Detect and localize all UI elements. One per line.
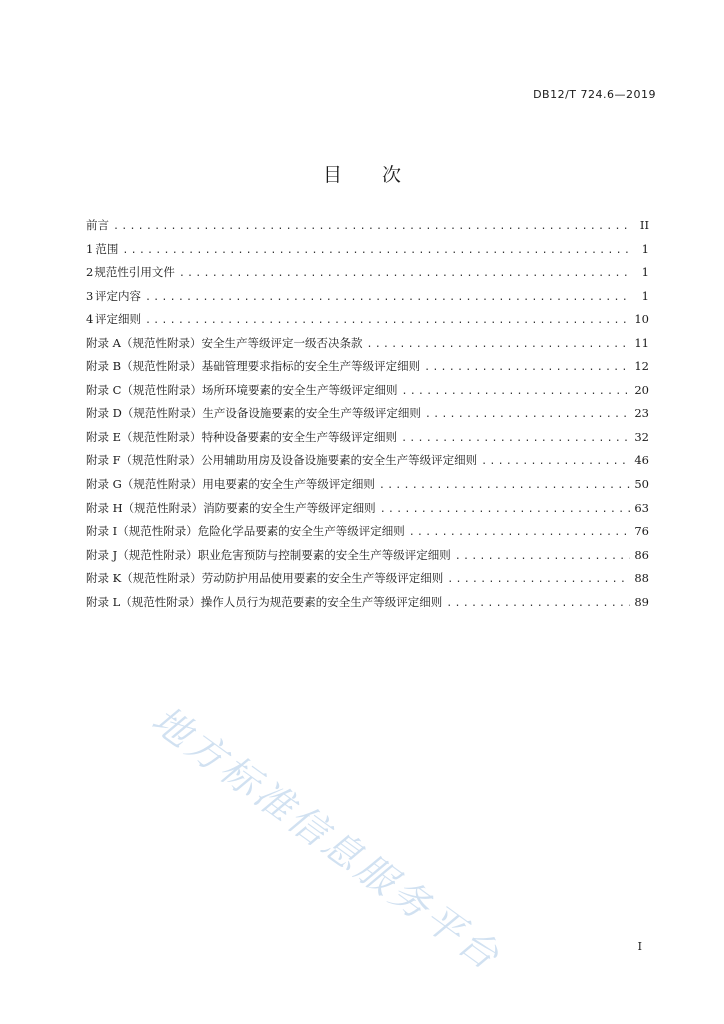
toc-entry-number: 2 bbox=[86, 265, 94, 280]
toc-dot-leader bbox=[366, 339, 630, 350]
toc-entry-page: 89 bbox=[634, 594, 649, 609]
page-number: I bbox=[637, 940, 642, 953]
toc-dot-leader bbox=[379, 480, 631, 491]
toc-dot-leader bbox=[179, 268, 631, 279]
toc-entry[interactable] bbox=[86, 335, 649, 359]
toc-entry[interactable] bbox=[86, 264, 649, 288]
toc-dot-leader bbox=[113, 221, 631, 232]
toc-entry[interactable] bbox=[86, 594, 649, 618]
toc-entry-page: 86 bbox=[634, 547, 649, 562]
toc-dot-leader bbox=[425, 409, 630, 420]
toc-entry-number: 1 bbox=[86, 241, 94, 256]
toc-entry-title: 评定内容 bbox=[94, 288, 141, 303]
toc-entry-page: 1 bbox=[641, 241, 649, 256]
toc-entry[interactable] bbox=[86, 358, 649, 382]
toc-entry[interactable] bbox=[86, 500, 649, 524]
toc-entry-title: 公用辅助用房及设备设施要素的安全生产等级评定细则 bbox=[201, 453, 478, 468]
toc-entry-annex-label: 附录 E（规范性附录） bbox=[86, 429, 202, 444]
toc-dot-leader bbox=[481, 456, 630, 467]
toc-entry-title: 前言 bbox=[86, 218, 109, 232]
toc-entry-annex-label: 附录 A（规范性附录） bbox=[86, 335, 202, 350]
toc-entry-title: 范围 bbox=[95, 241, 119, 256]
toc-entry-annex-label: 附录 I（规范性附录） bbox=[86, 524, 198, 539]
toc-entry[interactable] bbox=[86, 429, 649, 453]
toc-entry-page: 23 bbox=[634, 406, 649, 421]
toc-entry-page: 88 bbox=[634, 571, 649, 586]
toc-entry-annex-label: 附录 F（规范性附录） bbox=[86, 453, 202, 468]
toc-entry[interactable] bbox=[86, 405, 649, 429]
toc-entry[interactable] bbox=[86, 311, 649, 335]
toc-entry-page: 12 bbox=[634, 359, 649, 374]
toc-entry-title: 场所环境要素的安全生产等级评定细则 bbox=[201, 382, 398, 397]
toc-entry-page: 10 bbox=[634, 312, 649, 327]
toc-entry-annex-label: 附录 J（规范性附录） bbox=[86, 547, 198, 562]
watermark: 地方标准信息服务平台 bbox=[143, 697, 510, 980]
toc-entry-page: 46 bbox=[634, 453, 649, 468]
toc-entry-title: 评定细则 bbox=[94, 312, 141, 327]
toc-dot-leader bbox=[380, 504, 631, 515]
toc-entry-number: 4 bbox=[86, 312, 94, 327]
toc-entry[interactable] bbox=[86, 382, 649, 406]
toc-dot-leader bbox=[409, 527, 631, 538]
toc-dot-leader bbox=[145, 292, 631, 303]
toc-entry-annex-label: 附录 K（规范性附录） bbox=[86, 571, 202, 586]
toc-dot-leader bbox=[401, 386, 630, 397]
toc-entry-title: 安全生产等级评定一级否决条款 bbox=[201, 335, 363, 350]
toc-entry[interactable] bbox=[86, 547, 649, 571]
title-char-right: 次 bbox=[382, 164, 402, 186]
toc-entry-page: 32 bbox=[634, 429, 649, 444]
title-char-left: 目 bbox=[322, 164, 342, 186]
toc-dot-leader bbox=[401, 433, 630, 444]
toc-entry[interactable] bbox=[86, 523, 649, 547]
toc-entry[interactable] bbox=[86, 476, 649, 500]
toc-entry-page: 11 bbox=[634, 335, 649, 350]
toc-entry[interactable] bbox=[86, 570, 649, 594]
toc-entry-title: 操作人员行为规范要素的安全生产等级评定细则 bbox=[200, 594, 443, 609]
toc-entry-annex-label: 附录 D（规范性附录） bbox=[86, 406, 203, 421]
document-code: DB12/T 724.6—2019 bbox=[533, 88, 656, 101]
toc-entry[interactable] bbox=[86, 288, 649, 312]
toc-dot-leader bbox=[122, 245, 631, 256]
toc-entry-annex-label: 附录 G（规范性附录） bbox=[86, 477, 203, 492]
toc-entry-annex-label: 附录 H（规范性附录） bbox=[86, 500, 204, 515]
page-title bbox=[0, 160, 724, 187]
toc-entry-title: 生产设备设施要素的安全生产等级评定细则 bbox=[202, 406, 421, 421]
toc-entry-title: 劳动防护用品使用要素的安全生产等级评定细则 bbox=[201, 571, 444, 586]
toc-entry[interactable] bbox=[86, 452, 649, 476]
toc-dot-leader bbox=[446, 598, 630, 609]
toc-dot-leader bbox=[145, 315, 630, 326]
table-of-contents bbox=[86, 217, 649, 617]
toc-entry-title: 用电要素的安全生产等级评定细则 bbox=[202, 477, 375, 492]
toc-entry-page: 1 bbox=[641, 288, 649, 303]
toc-entry-page: 76 bbox=[634, 524, 649, 539]
toc-entry-title: 危险化学品要素的安全生产等级评定细则 bbox=[197, 524, 405, 539]
toc-entry-page: 20 bbox=[634, 382, 649, 397]
toc-entry-title: 规范性引用文件 bbox=[94, 265, 175, 280]
toc-dot-leader bbox=[424, 362, 630, 373]
toc-entry-annex-label: 附录 L（规范性附录） bbox=[86, 594, 201, 609]
toc-entry-annex-label: 附录 B（规范性附录） bbox=[86, 359, 202, 374]
toc-entry[interactable] bbox=[86, 241, 649, 265]
toc-dot-leader bbox=[455, 551, 631, 562]
toc-entry-title: 职业危害预防与控制要素的安全生产等级评定细则 bbox=[197, 547, 451, 562]
toc-entry-title: 特种设备要素的安全生产等级评定细则 bbox=[201, 429, 398, 444]
toc-entry-page: 1 bbox=[641, 265, 649, 280]
toc-entry-title: 基础管理要求指标的安全生产等级评定细则 bbox=[201, 359, 421, 374]
toc-entry-number: 3 bbox=[86, 288, 94, 303]
toc-entry-title: 消防要素的安全生产等级评定细则 bbox=[203, 500, 376, 515]
toc-entry-annex-label: 附录 C（规范性附录） bbox=[86, 382, 202, 397]
toc-entry-page: 63 bbox=[634, 500, 649, 515]
toc-dot-leader bbox=[447, 574, 630, 585]
toc-entry-page: 50 bbox=[634, 477, 649, 492]
toc-entry-page: II bbox=[639, 218, 649, 232]
toc-entry[interactable] bbox=[86, 217, 649, 241]
